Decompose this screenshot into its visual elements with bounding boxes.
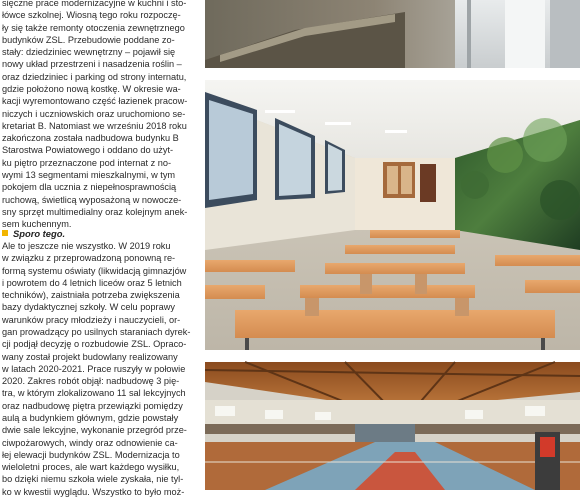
article-text-line: wymi 13 segmentami mieszkalnymi, w tym: [2, 169, 176, 180]
article-text-line: oraz nadbudowę piętra przewiązki pomiędzy: [2, 400, 183, 411]
article-text-line: wieloletni proces, ale wart każdego wysiłku,: [2, 462, 180, 473]
article-text-line: sięczne prace modernizacyjne w kuchni i sto-: [2, 0, 187, 8]
article-text-line: oraz dziedziniec i parking od strony internatu,: [2, 71, 187, 82]
article-text-line: kacji wyremontowano część łazienek pracow-: [2, 96, 188, 107]
article-text-line: ruchową, świetlicą wyposażoną w nowocze-: [2, 194, 182, 205]
article-text-line: łówce szkolnej. Wiosną tego roku rozpoczę-: [2, 10, 181, 21]
photo-dining-hall-image: [205, 80, 580, 350]
article-text-line: formą systemu oświaty (likwidacją gimnazjów: [2, 265, 187, 276]
article-text-line: Ale to jeszcze nie wszystko. W 2019 roku: [2, 241, 171, 251]
article-text-line: aulą a budynkiem głównym, gdzie powstały: [2, 412, 179, 423]
article-paragraph-2: [2, 240, 198, 498]
article-text-line: zakończona została nadbudowa budynku B: [2, 133, 179, 144]
article-text-line: ciwpożarowych, windy oraz odnowienie ca-: [2, 437, 178, 448]
photo-kitchen: [205, 0, 580, 68]
article-text-line: ko w kwestii wyglądu. Wszystko to było moż-: [2, 486, 185, 497]
article-text-line: cji podjął decyzję o rozbudowie ZSL. Opraco-: [2, 339, 187, 350]
heading-bullet-icon: [2, 230, 8, 236]
article-text-line: w latach 2020-2021. Prace ruszyły w połowie: [2, 363, 186, 374]
article-text-line: w związku z przeprowadzoną ponowną re-: [2, 253, 176, 264]
article-text-line: bo dzięki niemu szkoła wiele zyskała, nie tyl-: [2, 474, 184, 485]
article-text-line: sem kuchennym.: [2, 219, 72, 230]
article-text-line: kretariat B. Natomiast we wrześniu 2018 roku: [2, 120, 187, 131]
article-text-line: Starostwa Powiatowego i oddano do użyt-: [2, 145, 174, 156]
photo-kitchen-image: [205, 0, 580, 68]
article-text-line: bazy dydaktycznej szkoły. W celu poprawy: [2, 302, 175, 313]
article-text-line: sny sprzęt multimedialny oraz kolejnym anek-: [2, 206, 188, 217]
article-text-line: wany został projekt budowlany realizowany: [2, 351, 178, 362]
article-text-line: łej elewacji budynków ZSL. Modernizacja to: [2, 449, 180, 460]
article-text-line: pokojem dla ucznia z niepełnosprawnością: [2, 182, 177, 193]
article-text-line: i powrotem do 4 letnich liceów oraz 5 letnich: [2, 277, 182, 288]
photo-dining-hall: [205, 80, 580, 350]
article-text-line: stały: dziedziniec wewnętrzny – pojawił się: [2, 47, 176, 58]
article-text-line: niczych i uczniowskich oraz uruchomiono se-: [2, 108, 186, 119]
article-text-line: ku piętro przeznaczone pod internat z no-: [2, 157, 172, 168]
article-text-line: budynków ZSL. Przebudowie poddane zo-: [2, 34, 175, 45]
article-text-line: techników), zaistniała potrzeba zwiększenia: [2, 290, 180, 301]
article-text-line: nowy układ przestrzeni i nasadzenia roślin –: [2, 59, 182, 70]
article-text-line: dwie sale lekcyjne, wykonanie przegród prze-: [2, 425, 187, 436]
section-heading-text: Sporo tego.: [13, 228, 66, 239]
article-paragraph-1: [2, 0, 198, 230]
article-text-line: tra, w którym zlokalizowano 11 sal lekcyjnych: [2, 388, 186, 399]
article-text-line: 2020. Zakres robót objął: nadbudowę 3 pię-: [2, 376, 180, 387]
section-heading: [2, 228, 198, 240]
photo-sports-hall-image: [205, 362, 580, 490]
article-text-column: [0, 0, 200, 497]
article-text-line: ły się także remonty otoczenia zewnętrznego: [2, 22, 185, 33]
article-text-line: warunków pracy młodzieży i nauczycieli, or-: [2, 314, 181, 325]
article-text-line: gan prowadzący po usilnych staraniach dyrek-: [2, 326, 191, 337]
article-text-line: gdzie położono nową kostkę. W okresie wa-: [2, 83, 181, 94]
photo-sports-hall: [205, 362, 580, 490]
